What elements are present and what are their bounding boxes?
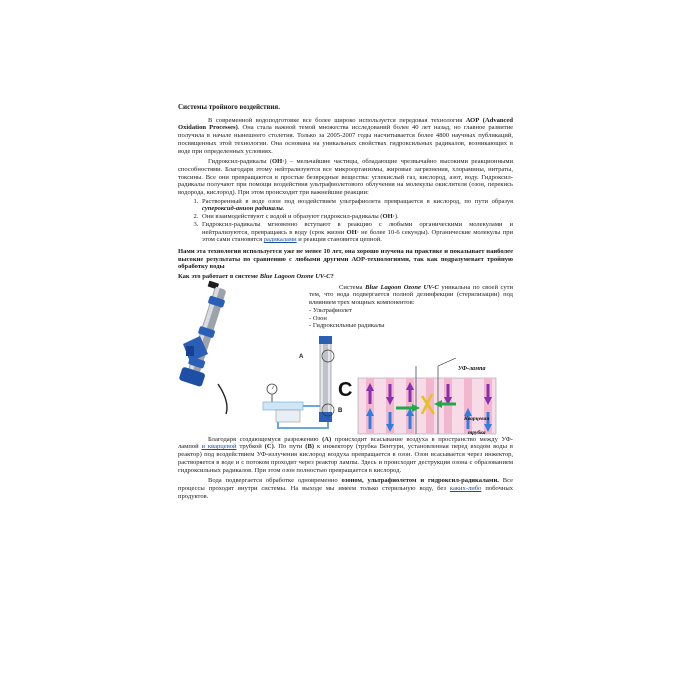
- uv-lamp-label: УФ-лампа: [458, 365, 486, 372]
- list-item-text: Они взаимодействуют с водой и образуют гидроксил-радикалы (: [202, 213, 383, 221]
- any-link[interactable]: каких-либо: [449, 484, 482, 492]
- oh-formula: ОН·: [382, 213, 395, 221]
- radicals-text-2: ) – мельчайшие частицы, обладающие чрезвычайно высокими реакционными способностями. Благодаря этому нейтрализуются все микроорганизмы, жировые загрязнения, хлорамины, нитраты, токсины. Все они превращаются в простые безвредные вещества: углекислый газ, кислород, азот, воду. Гидроксил-радикалы получают при помощи воздействия ультрафиолетового облучения на молекулы окислителя (озон, перекись водорода, кислород). При этом происходит три важнейшие реакции:: [178, 158, 513, 197]
- oh-formula: ОН·: [346, 228, 359, 236]
- system-text: уникальна по своей сути тем, что вода подвергается полной дезинфекции (стерилизации) под влиянием трех мощных компонентов:: [309, 283, 513, 307]
- mechanism-text: Благодаря создающемуся разрежению: [208, 435, 323, 443]
- quartz-link[interactable]: и кварцевой: [201, 443, 237, 451]
- document-title: Системы тройного воздействия.: [178, 103, 280, 111]
- quartz-tube-label-2: трубка: [468, 429, 486, 436]
- mechanism-text: трубкой: [236, 443, 265, 451]
- label-c: С: [338, 378, 353, 401]
- system-description: [309, 284, 513, 330]
- treatment-methods: озоном, ультрафиолетом и гидроксил-радикалами.: [341, 477, 499, 485]
- list-item: [200, 213, 513, 221]
- system-text: Система: [339, 283, 366, 291]
- component-uv: - Ультрафиолет: [309, 306, 352, 314]
- figure-block: [178, 284, 513, 436]
- product-name: Blue Lagoon Ozone UV-C: [365, 283, 439, 291]
- list-item-text: не более 10-6 секунды). Органические молекулы при этом сами становятся: [202, 228, 513, 244]
- list-item: [200, 198, 513, 213]
- point-c: (С): [264, 443, 274, 451]
- mechanism-text: . По пути: [273, 443, 306, 451]
- highlight-paragraph: Нами эта технология используется уже не менее 10 лет, она хорошо изучена на практике и показывает наиболее высокие результаты по сравнению с любыми другими АОР-технологиями, так как подразумевает тройную обработку воды: [178, 247, 513, 271]
- list-item-text: Гидроксил-радикалы мгновенно вступают в реакцию с любыми органическими молекулами и нейтрализуются, превращаясь в воду (срок жизни: [202, 220, 513, 236]
- uv-unit-photo: [179, 280, 233, 413]
- system-schematic: [263, 336, 334, 428]
- list-item-text: .: [282, 205, 285, 213]
- system-paragraph: [309, 284, 513, 307]
- list-item: [200, 221, 513, 244]
- radicals-text-1: Гидроксил-радикалы (: [208, 158, 273, 166]
- mechanism-text: происходит всасывание воздуха в пространство между УФ-лампой: [178, 435, 513, 451]
- quartz-tube-label-1: Кварцевая: [464, 415, 490, 422]
- radicals-paragraph: [178, 158, 513, 197]
- intro-paragraph: [178, 117, 513, 156]
- list-item-text: и реакция становится цепной.: [296, 236, 382, 244]
- aop-term: АОР (Advanced Oxidation Processes): [178, 116, 513, 132]
- label-b: B: [338, 407, 343, 414]
- label-a: A: [299, 353, 304, 360]
- list-item-text: ).: [394, 213, 399, 221]
- lamp-flow-diagram: [356, 365, 513, 436]
- question-mark: ?: [330, 273, 334, 281]
- superoxide-term: супероксид-анион радикалы: [202, 205, 283, 213]
- product-name: Blue Lagoon Ozone UV-C: [259, 273, 331, 281]
- oh-formula: ОН·: [272, 158, 285, 166]
- explanation-section: [178, 436, 513, 501]
- point-b: (В): [305, 443, 315, 451]
- reactions-list: [178, 198, 513, 244]
- component-ozone: - Озон: [309, 314, 327, 322]
- radicals-link[interactable]: радикалами: [263, 236, 297, 244]
- point-a: (А): [322, 435, 332, 443]
- mechanism-text: к инжектору (трубка Вентури, установленная перед входом воды в реактор) под воздействием УФ-излучения кислород воздуха превращается в озон. Озон всасывается через инжектор, растворяется в воде и с потоком проходит через реактор лампы. Здесь и происходит деструкция озона с образованием гидроксильных радикалов. При этом озон полностью превращается в кислород.: [178, 443, 513, 474]
- question-text: Как это работает в системе: [178, 273, 260, 281]
- list-item-text: Растворенный в воде озон под воздействием ультрафиолета превращается в кислород, по пути образуя: [202, 197, 513, 205]
- component-radicals: - Гидроксильные радикалы: [309, 322, 385, 330]
- mechanism-paragraph: [178, 436, 513, 475]
- question-heading: [178, 273, 513, 281]
- intro-text-1: В современной водоподготовке все более широко используется передовая технология: [208, 116, 466, 124]
- document-page: [178, 104, 513, 594]
- result-text: Вода подвергается обработке одновременно: [208, 477, 342, 485]
- result-text: побочных продуктов.: [178, 484, 513, 500]
- result-text: Все процессы проходят внутри системы. На выходе мы имеем только стерильную воду, без: [178, 477, 513, 492]
- intro-text-2: . Она стала важной темой множества исследований более 40 лет назад, но главное развитие получила в начале нынешнего столетия. Только за 2005-2007 годы насчитывается более 4800 научных публикаций, посвященных этой технологии. Она основана на уникальных свойствах гидроксильных радикалов, возникающих в воде при определенных условиях.: [178, 124, 513, 155]
- result-paragraph: [178, 477, 513, 500]
